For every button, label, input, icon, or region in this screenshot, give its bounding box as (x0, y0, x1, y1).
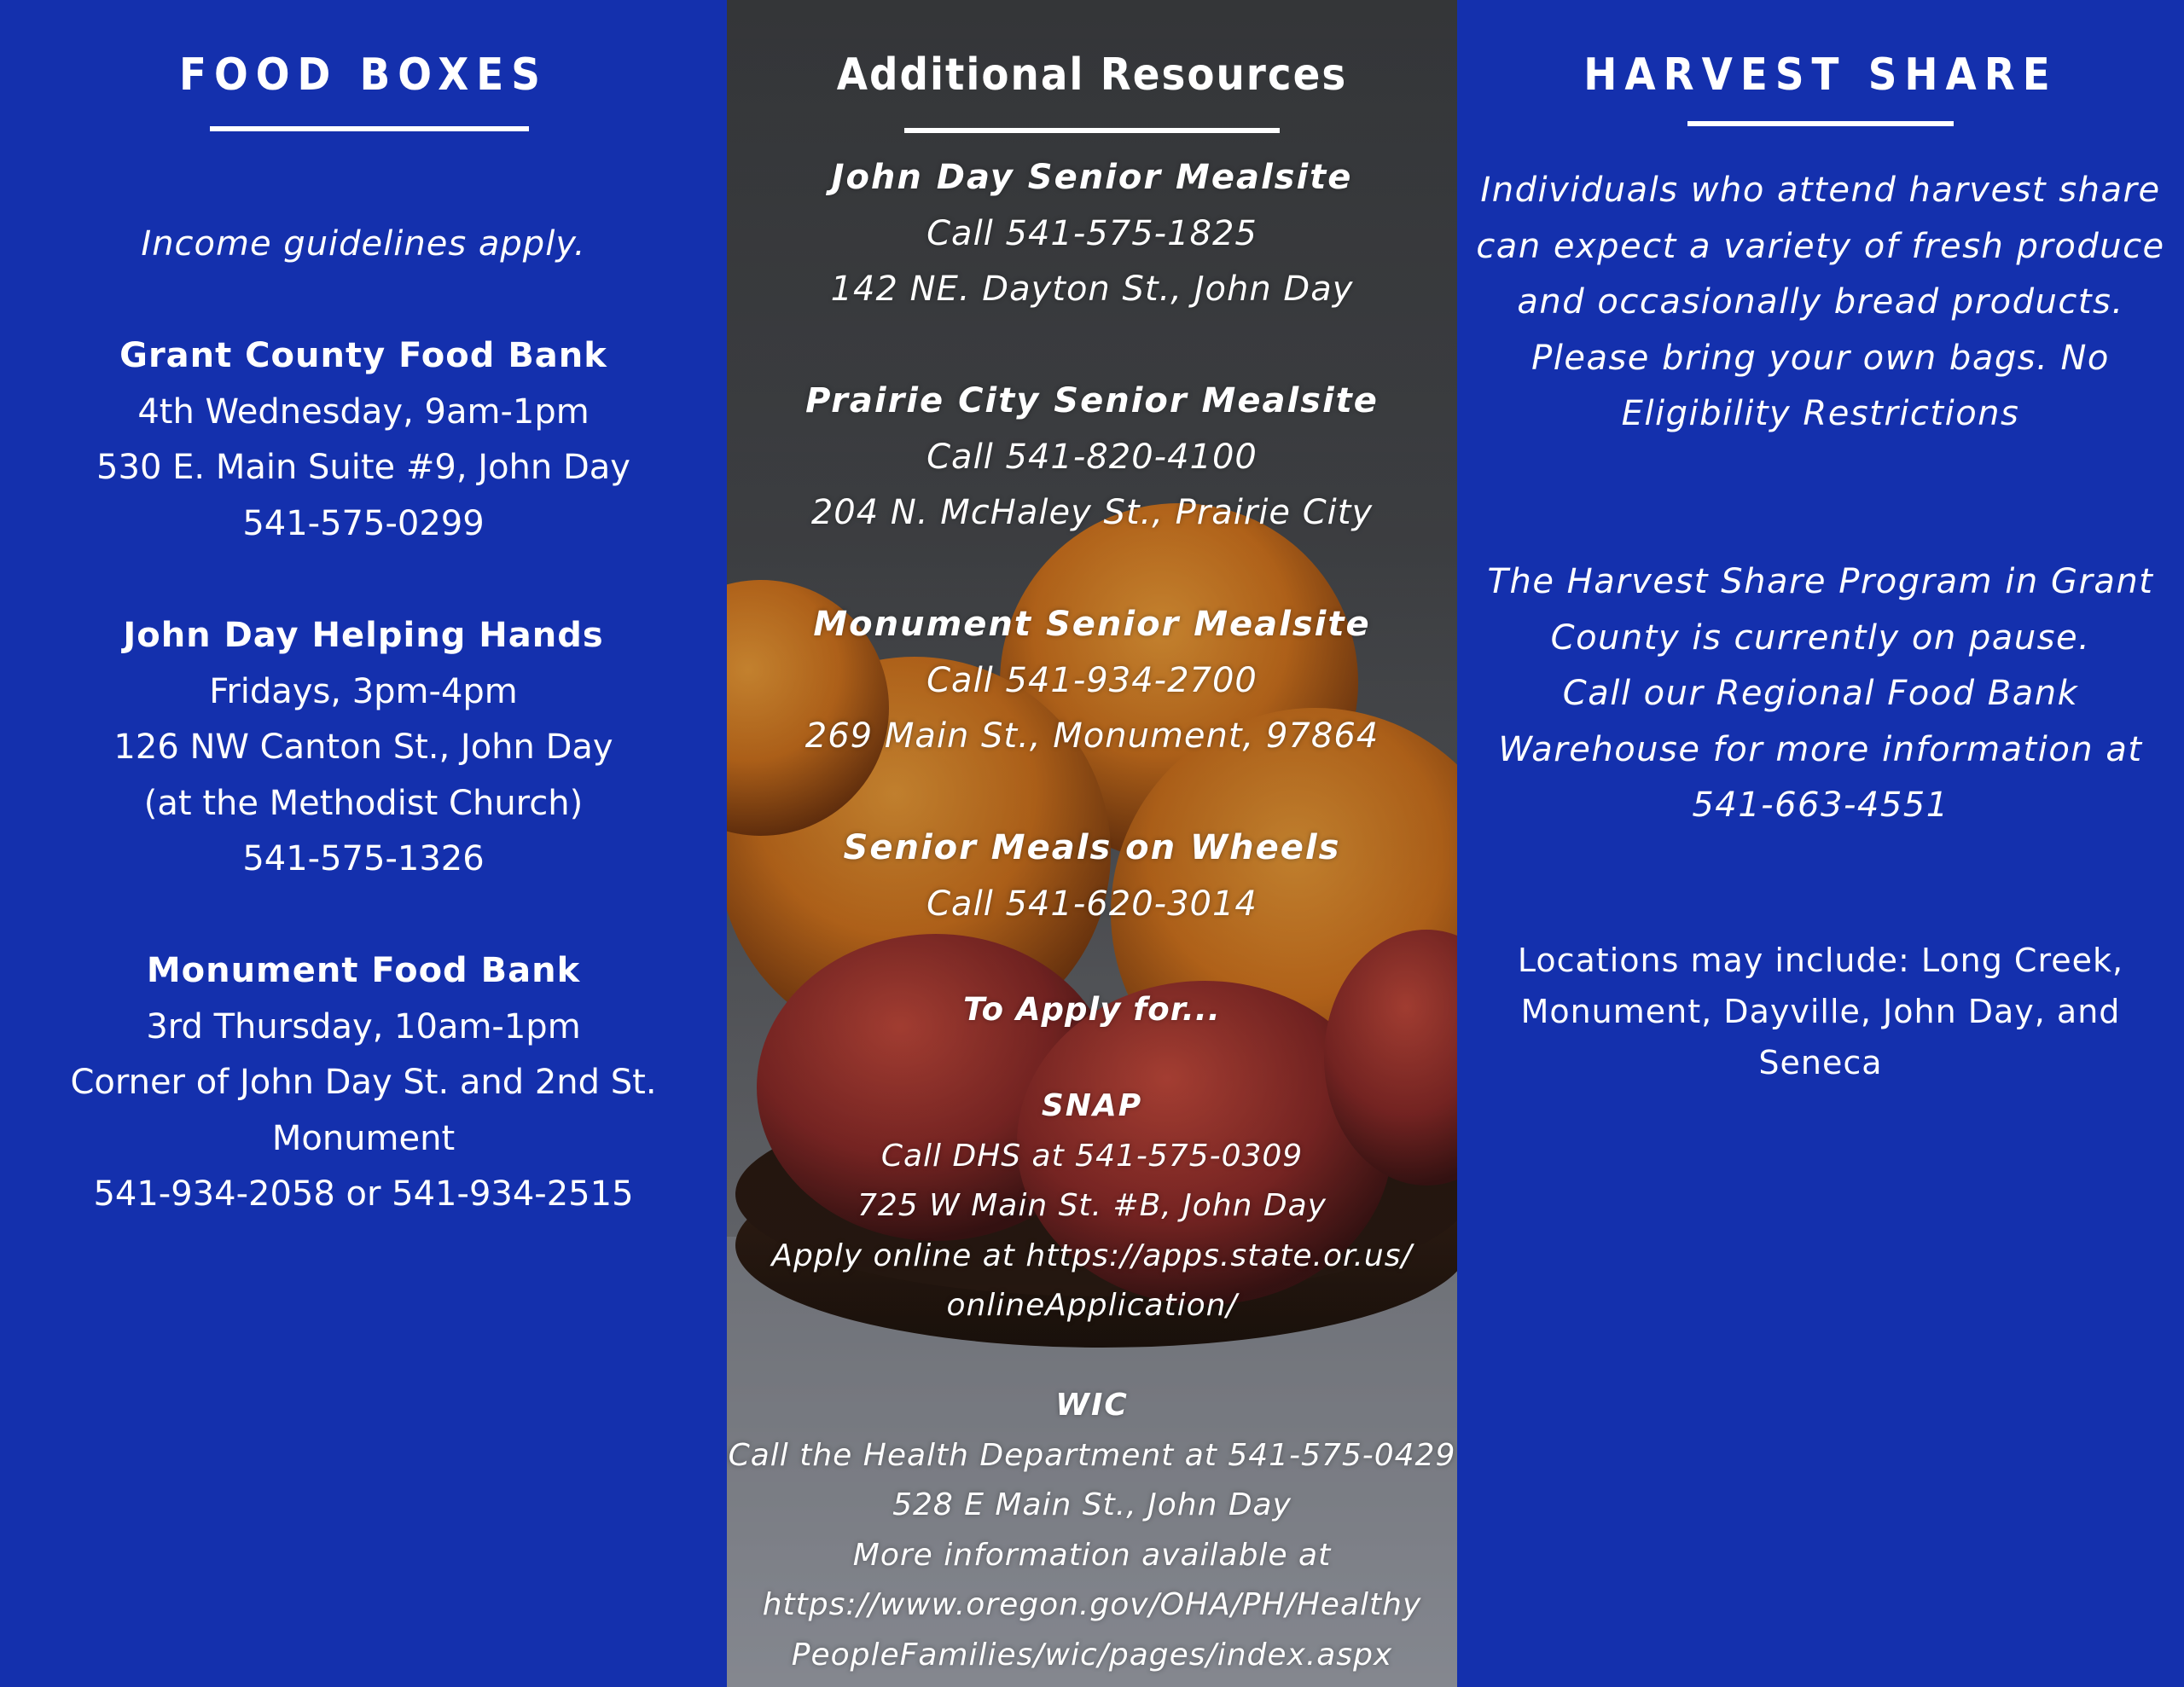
additional-resources-heading: Additional Resources (836, 49, 1348, 101)
site-monument-food-bank (0, 943, 727, 1223)
harvest-share-divider (1687, 121, 1954, 126)
pause-line: The Harvest Share Program in Grant (1487, 562, 2154, 601)
site-address: 126 NW Canton St., John Day (113, 728, 613, 767)
site-city: Monument (271, 1118, 456, 1158)
site-name: Monument Food Bank (146, 951, 581, 990)
harvest-share-intro (1457, 163, 2184, 443)
site-schedule: 4th Wednesday, 9am-1pm (137, 391, 590, 432)
mealsite-john-day (727, 150, 1457, 318)
mealsite-name: Monument Senior Mealsite (813, 605, 1371, 644)
locations-line: Locations may include: Long Creek, (1517, 942, 2124, 979)
program-phone: Call DHS at 541-575-0309 (880, 1138, 1304, 1174)
mealsite-phone: Call 541-620-3014 (926, 884, 1258, 924)
program-link[interactable]: https://www.oregon.gov/OHA/PH/Healthy (762, 1587, 1422, 1622)
program-address: 528 E Main St., John Day (892, 1487, 1292, 1522)
pause-line: Warehouse for more information at (1498, 729, 2143, 769)
mealsite-address: 142 NE. Dayton St., John Day (830, 270, 1354, 309)
program-snap (727, 1081, 1457, 1331)
income-note: Income guidelines apply. (141, 224, 586, 264)
site-name: Grant County Food Bank (119, 336, 607, 375)
program-wic (727, 1381, 1457, 1680)
harvest-share-pause-notice (1457, 554, 2184, 834)
food-boxes-panel (0, 0, 727, 1687)
pause-line: Call our Regional Food Bank (1562, 674, 2079, 713)
program-name: WIC (1055, 1388, 1129, 1423)
apply-heading: To Apply for... (963, 991, 1221, 1028)
additional-resources-content (727, 0, 1457, 1687)
site-schedule: Fridays, 3pm-4pm (209, 671, 518, 711)
food-boxes-divider (210, 126, 529, 131)
program-link-cont[interactable]: PeopleFamilies/wic/pages/index.aspx (791, 1637, 1393, 1673)
site-name: John Day Helping Hands (123, 616, 604, 655)
locations-line: Monument, Dayville, John Day, and (1520, 993, 2121, 1030)
site-phone: 541-575-1326 (242, 839, 485, 878)
program-address: 725 W Main St. #B, John Day (857, 1188, 1327, 1223)
mealsite-name: John Day Senior Mealsite (831, 158, 1353, 197)
harvest-share-panel (1457, 0, 2184, 1687)
program-phone: Call the Health Department at 541-575-0429 (728, 1437, 1456, 1473)
mealsite-address: 204 N. McHaley St., Prairie City (810, 493, 1374, 532)
senior-meals-on-wheels (727, 820, 1457, 932)
intro-line: can expect a variety of fresh produce (1476, 226, 2165, 266)
site-phone: 541-934-2058 or 541-934-2515 (93, 1174, 634, 1214)
food-boxes-note (0, 217, 727, 273)
intro-line: Individuals who attend harvest share (1480, 171, 2161, 210)
site-address-note: (at the Methodist Church) (143, 783, 584, 823)
mealsite-name: Prairie City Senior Mealsite (805, 381, 1379, 420)
mealsite-prairie-city (727, 374, 1457, 542)
intro-line: Please bring your own bags. No (1531, 338, 2110, 378)
intro-line: Eligibility Restrictions (1621, 394, 2020, 433)
site-grant-county-food-bank (0, 328, 727, 552)
locations-line: Seneca (1758, 1044, 1883, 1081)
additional-resources-panel (727, 0, 1457, 1687)
program-link[interactable]: Apply online at https://apps.state.or.us/ (771, 1238, 1413, 1273)
harvest-share-heading: HARVEST SHARE (1583, 49, 2058, 101)
intro-line: and occasionally bread products. (1517, 282, 2124, 322)
harvest-share-locations (1457, 935, 2184, 1088)
site-address: 530 E. Main Suite #9, John Day (96, 448, 630, 487)
site-phone: 541-575-0299 (242, 503, 485, 543)
additional-resources-divider (904, 128, 1280, 133)
site-address: Corner of John Day St. and 2nd St. (70, 1063, 657, 1102)
pause-phone: 541-663-4551 (1692, 786, 1949, 825)
program-info: More information available at (852, 1537, 1332, 1573)
mealsite-monument (727, 597, 1457, 765)
mealsite-address: 269 Main St., Monument, 97864 (804, 716, 1380, 756)
mealsite-phone: Call 541-575-1825 (926, 213, 1258, 253)
mealsite-phone: Call 541-934-2700 (926, 660, 1258, 700)
mealsite-name: Senior Meals on Wheels (843, 828, 1341, 867)
site-schedule: 3rd Thursday, 10am-1pm (146, 1006, 581, 1046)
pause-line: County is currently on pause. (1550, 617, 2091, 658)
site-john-day-helping-hands (0, 608, 727, 888)
food-boxes-heading: FOOD BOXES (179, 49, 548, 101)
program-name: SNAP (1041, 1088, 1143, 1123)
mealsite-phone: Call 541-820-4100 (926, 437, 1258, 477)
apply-heading-block (727, 991, 1457, 1028)
program-link-cont[interactable]: onlineApplication/ (946, 1288, 1238, 1323)
